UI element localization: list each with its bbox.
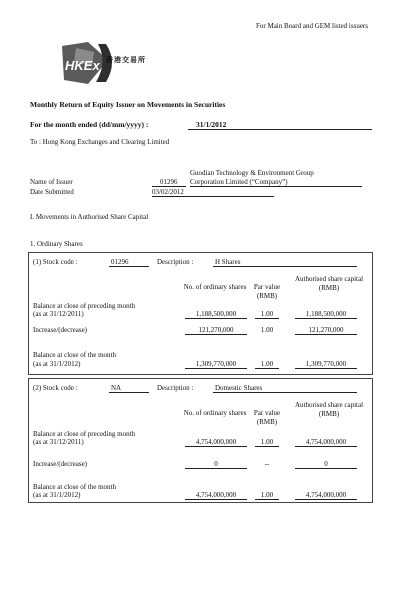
to-line: To : Hong Kong Exchanges and Clearing Limited [30,138,170,146]
col-header-par-2: Par value (RMB) [253,409,281,426]
block2-stock-code: NA [109,384,149,393]
row-label-increase-2: Increase/(decrease) [33,460,88,468]
row-label-balance-prev-2: Balance at close of preceding month [33,430,136,438]
col-header-capital-2: Authorised share capital (RMB) [294,401,364,418]
col-header-shares-2: No. of ordinary shares [183,409,247,417]
block1-description-label: Description : [157,258,194,266]
section-title: I. Movements in Authorised Share Capital [30,213,149,221]
block2-change-capital: 0 [295,460,357,469]
block2-change-shares: 0 [185,460,247,469]
block1-change-par: 1.00 [260,326,274,334]
col-header-shares: No. of ordinary shares [183,283,247,291]
row-label-balance-prev-date: (as at 31/12/2011) [33,310,84,318]
issuer-name-label: Name of Issuer [30,178,73,186]
block2-description-label: Description : [157,384,194,392]
col-header-par: Par value (RMB) [253,283,281,300]
block1-prefix-stock-label: (1) Stock code : [33,258,78,266]
date-submitted-label: Date Submitted [30,188,74,196]
row-label-balance-close: Balance at close of the month [33,351,116,359]
block1-close-shares: 1,309,770,000 [185,360,247,369]
month-label: For the month ended (dd/mm/yyyy) : [30,120,149,129]
company-name-line1: Guodian Technology & Environment Group [190,169,314,177]
block2-prev-par: 1.00 [255,438,279,447]
block1-close-capital: 1,309,770,000 [295,360,357,369]
block1-stock-code: 01296 [109,258,149,267]
row-label-balance-close-date: (as at 31/1/2012) [33,360,81,368]
logo-text: HKEx [65,58,100,73]
row-label-increase: Increase/(decrease) [33,326,88,334]
block2-close-shares: 4,754,000,000 [185,491,247,500]
document-title: Monthly Return of Equity Issuer on Movements in Securities [30,100,226,109]
company-name-line2: Corporation Limited (“Company”) [190,178,362,187]
share-block-2 [28,378,373,503]
block1-close-par: 1.00 [255,360,279,369]
block2-prev-capital: 4,754,000,000 [295,438,357,447]
share-block-1 [28,252,373,375]
row-label-balance-close-2: Balance at close of the month [33,483,116,491]
block2-prefix-stock-label: (2) Stock code : [33,384,78,392]
month-value: 31/1/2012 [188,120,372,130]
row-label-balance-close-date-2: (as at 31/1/2012) [33,491,81,499]
row-label-balance-prev-date-2: (as at 31/12/2011) [33,438,84,446]
block2-prev-shares: 4,754,000,000 [185,438,247,447]
block1-prev-shares: 1,188,500,000 [185,310,247,319]
col-header-capital: Authorised share capital (RMB) [294,275,364,292]
block2-change-par: -- [264,460,270,468]
block2-description: Domestic Shares [213,384,357,393]
top-right-note: For Main Board and GEM listed issuers [256,22,368,30]
logo-chinese-text: 香港交易所 [106,56,146,64]
block2-close-par: 1.00 [255,491,279,500]
block2-close-capital: 4,754,000,000 [295,491,357,500]
block1-description: H Shares [213,258,357,267]
block1-change-capital: 121,270,000 [295,326,357,335]
block1-prev-capital: 1,188,500,000 [295,310,357,319]
block1-change-shares: 121,270,000 [185,326,247,335]
subsection-title: 1. Ordinary Shares [30,240,83,248]
issuer-stock-code: 01296 [152,178,186,187]
date-submitted-value: 03/02/2012 [152,188,274,197]
block1-prev-par: 1.00 [255,310,279,319]
row-label-balance-prev: Balance at close of preceding month [33,302,136,310]
